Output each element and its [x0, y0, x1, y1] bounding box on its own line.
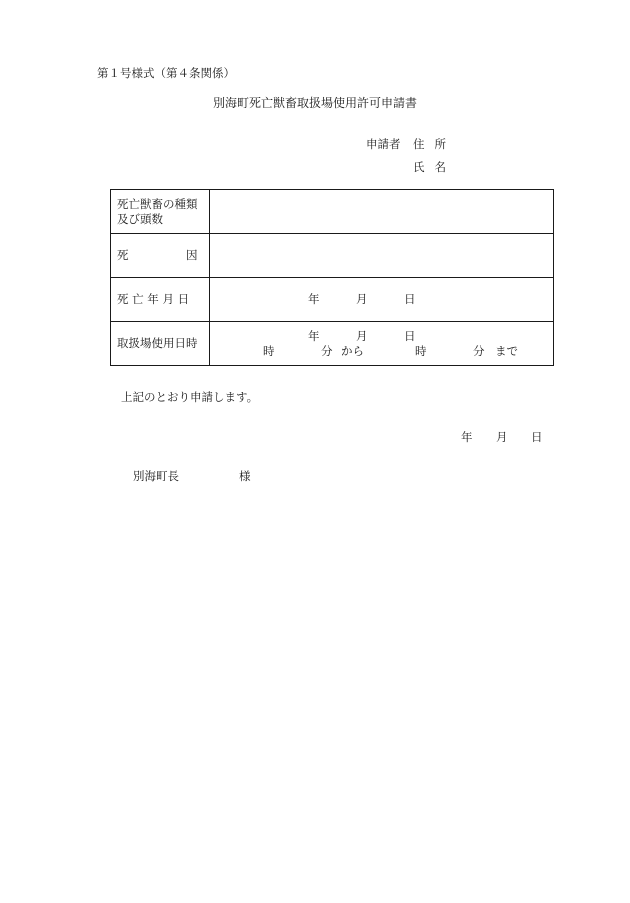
document-title: 別海町死亡獣畜取扱場使用許可申請書: [212, 96, 417, 110]
table-row: [111, 234, 554, 278]
usage-to: まで: [495, 344, 518, 358]
animal-type-field[interactable]: [210, 190, 554, 234]
table-row: [111, 278, 554, 322]
animal-type-label: [111, 190, 210, 234]
death-date-day: 日: [404, 292, 416, 306]
death-date-field[interactable]: [210, 278, 554, 322]
submission-date-month[interactable]: 月: [496, 430, 508, 444]
statement-text: 上記のとおり申請します。: [121, 390, 259, 404]
usage-datetime-label: 取扱場使用日時: [111, 322, 210, 366]
cause-of-death-field[interactable]: [210, 234, 554, 278]
addressee: 別海町長: [133, 469, 179, 483]
honorific: 様: [239, 469, 251, 483]
usage-from: から: [341, 344, 364, 358]
table-row: [111, 322, 554, 366]
table-row: [111, 190, 554, 234]
usage-year: 年: [308, 329, 320, 343]
cause-of-death-label: 死 因: [111, 234, 210, 278]
usage-minute-to: 分: [473, 344, 485, 358]
usage-month: 月: [356, 329, 368, 343]
usage-day: 日: [404, 329, 416, 343]
address-label: 住所: [413, 137, 456, 151]
name-label: 氏名: [413, 160, 456, 174]
submission-date-year[interactable]: 年: [461, 430, 473, 444]
usage-minute-from: 分: [321, 344, 333, 358]
submission-date-day[interactable]: 日: [531, 430, 543, 444]
usage-datetime-field[interactable]: [210, 322, 554, 366]
animal-type-label-line1: 死亡獣畜の種類: [117, 196, 198, 211]
applicant-label: 申請者: [366, 137, 401, 151]
animal-type-label-line2: 及び頭数: [117, 211, 163, 226]
application-table: [110, 189, 554, 366]
death-date-month: 月: [356, 292, 368, 306]
form-number: 第１号様式（第４条関係）: [97, 66, 235, 80]
death-date-label: 死 亡 年 月 日: [111, 278, 210, 322]
usage-hour-to: 時: [415, 344, 427, 358]
death-date-year: 年: [308, 292, 320, 306]
usage-hour-from: 時: [263, 344, 275, 358]
